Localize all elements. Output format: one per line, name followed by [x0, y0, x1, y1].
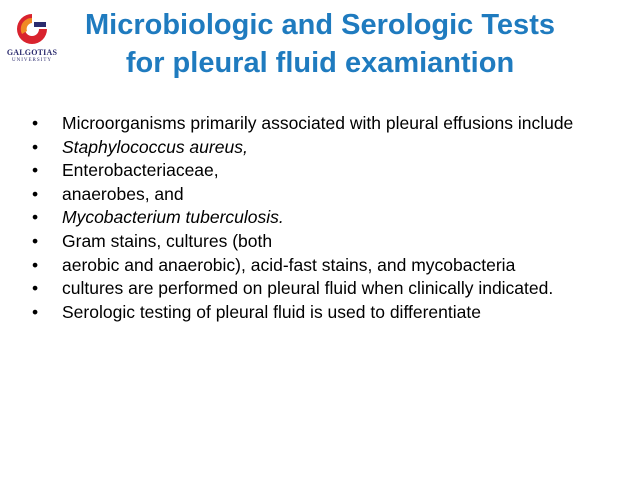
bullet-item: [30, 232, 620, 251]
bullet-item: [30, 114, 620, 133]
bullet-item: [30, 303, 620, 322]
bullet-item: [30, 161, 620, 180]
bullet-item: [30, 138, 620, 157]
galgotias-emblem-icon: [15, 12, 49, 46]
bullet-icon: •: [32, 278, 39, 299]
bullet-text: aerobic and anaerobic), acid-fast stains, and mycobacteria: [62, 254, 516, 275]
bullet-text: Gram stains, cultures (both: [62, 230, 273, 251]
bullet-text: cultures are performed on pleural fluid when clinically indicated.: [62, 278, 554, 299]
bullet-text: Microorganisms primarily associated with pleural effusions include: [62, 113, 574, 133]
logo-subtitle: UNIVERSITY: [12, 58, 52, 63]
university-logo: [6, 8, 58, 78]
slide-title-line-1: Microbiologic and Serologic Tests: [85, 9, 555, 41]
bullet-icon: •: [32, 113, 39, 133]
bullet-item: [30, 256, 620, 275]
bullet-icon: •: [32, 254, 39, 275]
bullet-text: Staphylococcus aureus,: [62, 136, 248, 157]
bullet-text: Enterobacteriaceae,: [62, 160, 219, 181]
bullet-list: [30, 114, 620, 326]
logo-wordmark: GALGOTIAS: [6, 48, 58, 57]
bullet-icon: •: [32, 136, 39, 157]
bullet-icon: •: [32, 230, 39, 251]
bullet-text: Serologic testing of pleural fluid is used to differentiate: [62, 301, 481, 322]
bullet-icon: •: [32, 207, 39, 228]
slide-title-line-2: for pleural fluid examiantion: [125, 47, 515, 79]
bullet-item: [30, 185, 620, 204]
bullet-icon: •: [32, 160, 39, 181]
bullet-text: Mycobacterium tuberculosis.: [62, 207, 284, 228]
bullet-icon: •: [32, 183, 39, 204]
slide-title: [60, 6, 580, 82]
bullet-text: anaerobes, and: [62, 183, 184, 204]
bullet-item: [30, 208, 620, 227]
bullet-icon: •: [32, 301, 39, 322]
bullet-item: [30, 279, 620, 298]
